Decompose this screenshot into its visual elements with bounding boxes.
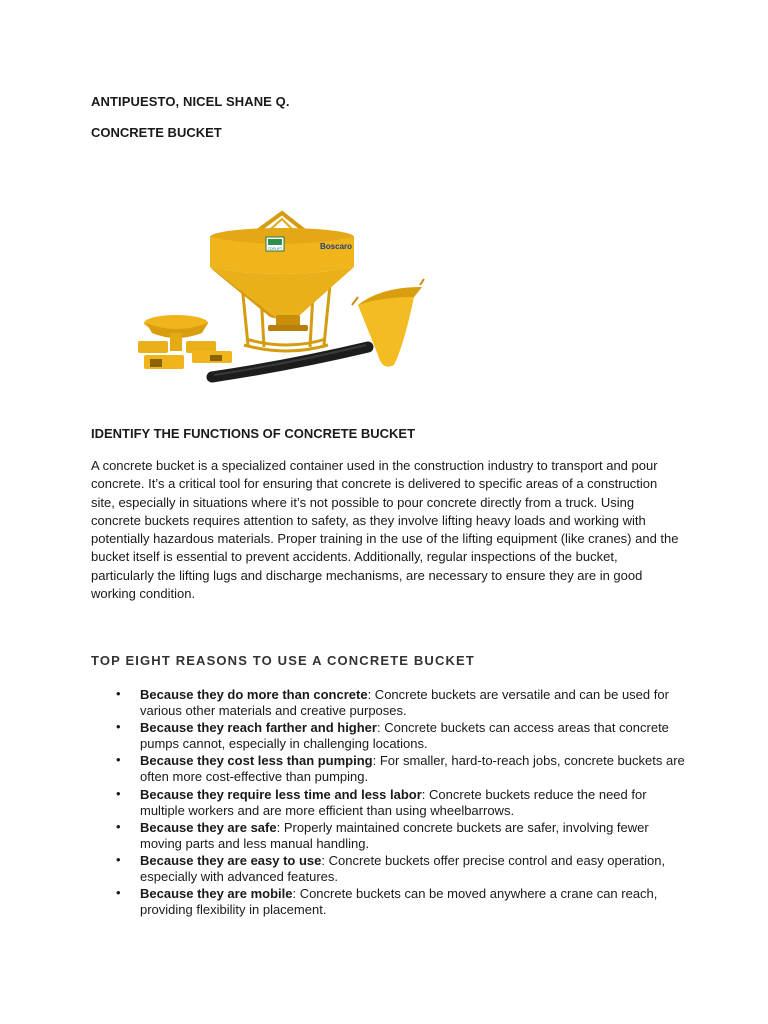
functions-heading: IDENTIFY THE FUNCTIONS OF CONCRETE BUCKET bbox=[91, 426, 416, 441]
reason-text: : Properly maintained concrete buckets are safer, involving fewer moving parts and less manual handling. bbox=[140, 819, 649, 851]
author-name: ANTIPUESTO, NICEL SHANE Q. bbox=[91, 94, 290, 109]
reason-text: : Concrete buckets are versatile and can be used for various other materials and creative purposes. bbox=[140, 687, 669, 719]
list-item bbox=[0, 687, 768, 719]
bullet: • bbox=[116, 818, 121, 834]
reason-title: Because they require less time and less labor bbox=[140, 786, 422, 802]
reason-text: : Concrete buckets can access areas that concrete pumps cannot, especially in challenging locations. bbox=[140, 720, 669, 752]
list-item bbox=[0, 820, 768, 852]
bullet: • bbox=[116, 752, 121, 768]
bucket-body bbox=[210, 228, 354, 331]
functions-paragraph: A concrete bucket is a specialized container used in the construction industry to transport and pour concrete. It’s a critical tool for ensuring that concrete is delivered to specific areas of a construction site, especially in situations where it’s not possible to pour concrete directly from a truck. Using concrete buckets requires attention to safety, as they involve lifting heavy loads and working with potentially hazardous materials. Proper training in the use of the lifting equipment (like cranes) and the bucket itself is essential to prevent accidents. Additionally, regular inspections of the bucket, particularly the lifting lugs and discharge mechanisms, are necessary to ensure they are in good working condition. bbox=[91, 458, 679, 602]
reason-title: Because they are safe bbox=[140, 819, 277, 835]
reason-title: Because they do more than concrete bbox=[140, 687, 368, 702]
reason-title: Because they reach farther and higher bbox=[140, 720, 377, 736]
list-item bbox=[0, 853, 768, 885]
document-title: CONCRETE BUCKET bbox=[91, 125, 222, 140]
reason-title: Because they are easy to use bbox=[140, 852, 322, 868]
brand-label-right: Boscaro bbox=[320, 242, 353, 251]
bullet: • bbox=[116, 851, 121, 867]
bullet: • bbox=[116, 719, 121, 735]
reasons-heading: TOP EIGHT REASONS TO USE A CONCRETE BUCKET bbox=[91, 653, 475, 668]
concrete-bucket-image bbox=[132, 205, 432, 395]
reasons-list bbox=[0, 687, 768, 919]
reason-text: : Concrete buckets can be moved anywhere a crane can reach, providing flexibility in placement. bbox=[140, 886, 658, 918]
brand-label-left: TOPLIFT bbox=[267, 247, 283, 251]
reason-text: : Concrete buckets offer precise control and easy operation, especially with advanced features. bbox=[140, 852, 666, 885]
list-item bbox=[0, 720, 768, 752]
bullet: • bbox=[116, 885, 121, 901]
list-item bbox=[0, 753, 768, 785]
reason-title: Because they cost less than pumping bbox=[140, 753, 373, 769]
reason-text: : For smaller, hard-to-reach jobs, concrete buckets are often more cost-effective than pumping. bbox=[140, 753, 685, 785]
bullet: • bbox=[116, 785, 121, 801]
list-item bbox=[0, 886, 768, 918]
bucket-stand bbox=[138, 315, 232, 369]
reason-text: : Concrete buckets reduce the need for multiple workers and are more efficient than using wheelbarrows. bbox=[140, 786, 647, 818]
reason-title: Because they are mobile bbox=[140, 886, 293, 902]
list-item bbox=[0, 787, 768, 819]
bullet: • bbox=[116, 686, 121, 701]
